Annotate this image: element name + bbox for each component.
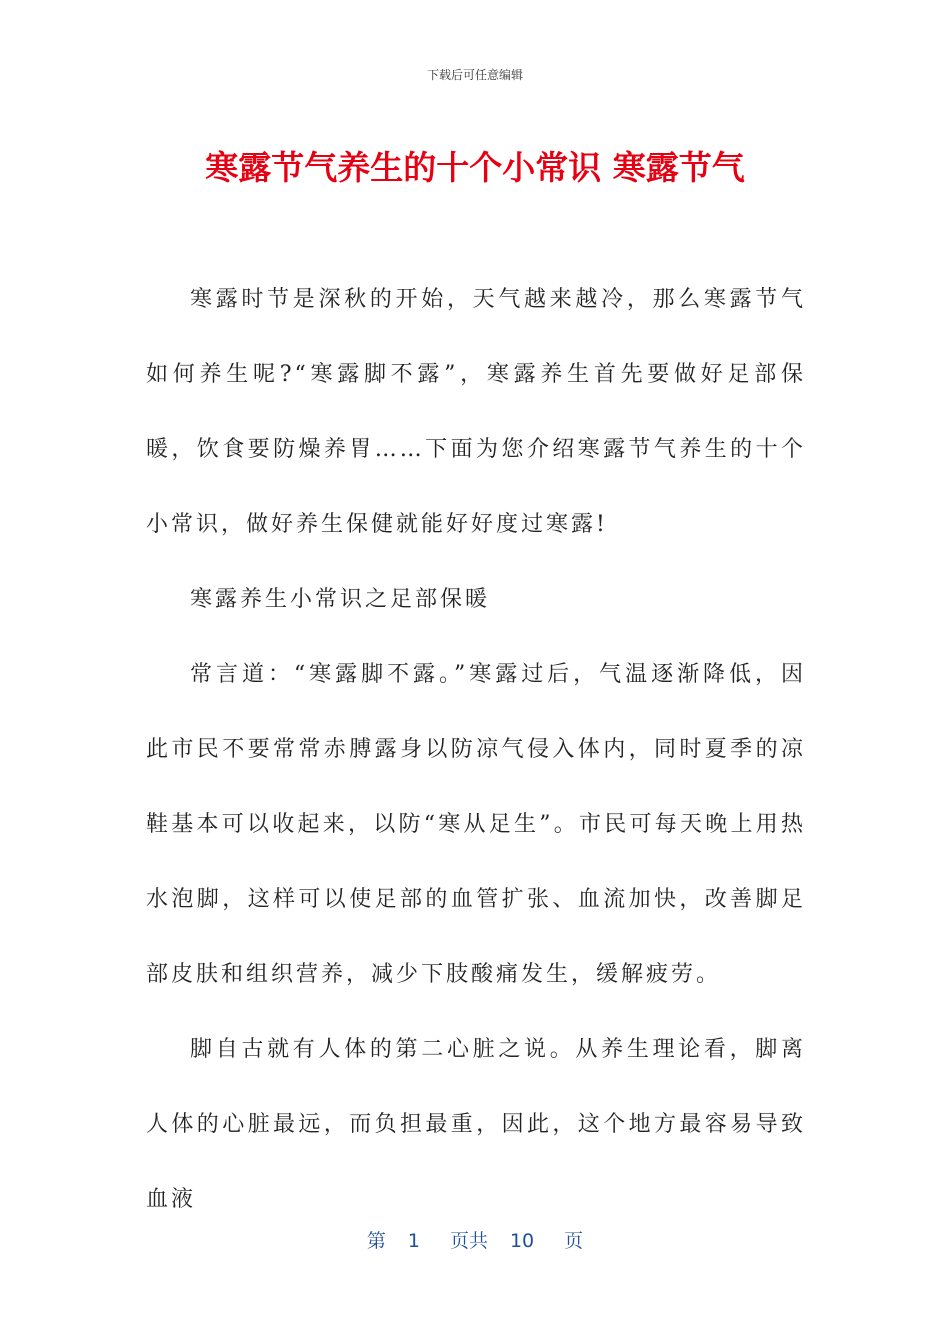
footer-label-page: 第 [366, 1230, 386, 1252]
footer-current-page: 1 [407, 1230, 420, 1252]
document-body [146, 262, 806, 1237]
footer-total-pages: 10 [509, 1230, 535, 1252]
header-note: 下载后可任意编辑 [426, 68, 523, 82]
paragraph-second-heart: 脚自古就有人体的第二心脏之说。从养生理论看，脚离人体的心脏最远，而负担最重，因此，这个地方最容易导致血液 [146, 1037, 806, 1212]
section-heading-foot-warmth: 寒露养生小常识之足部保暖 [190, 587, 491, 612]
footer-label-total: 页共 [449, 1230, 488, 1252]
footer-label-end: 页 [564, 1230, 584, 1252]
paragraph-foot-warmth: 常言道：“寒露脚不露。”寒露过后，气温逐渐降低，因此市民不要常常赤膊露身以防凉气侵入体内，同时夏季的凉鞋基本可以收起来，以防“寒从足生”。市民可每天晚上用热水泡脚，这样可以使足部的血管扩张、血流加快，改善脚足部皮肤和组织营养，减少下肢酸痛发生，缓解疲劳。 [146, 662, 806, 987]
paragraph-intro: 寒露时节是深秋的开始，天气越来越冷，那么寒露节气如何养生呢?“寒露脚不露”，寒露养生首先要做好足部保暖，饮食要防燥养胃……下面为您介绍寒露节气养生的十个小常识，做好养生保健就能好好度过寒露! [146, 287, 806, 537]
page-footer [0, 1226, 950, 1253]
document-title: 寒露节气养生的十个小常识 寒露节气 [205, 148, 745, 187]
